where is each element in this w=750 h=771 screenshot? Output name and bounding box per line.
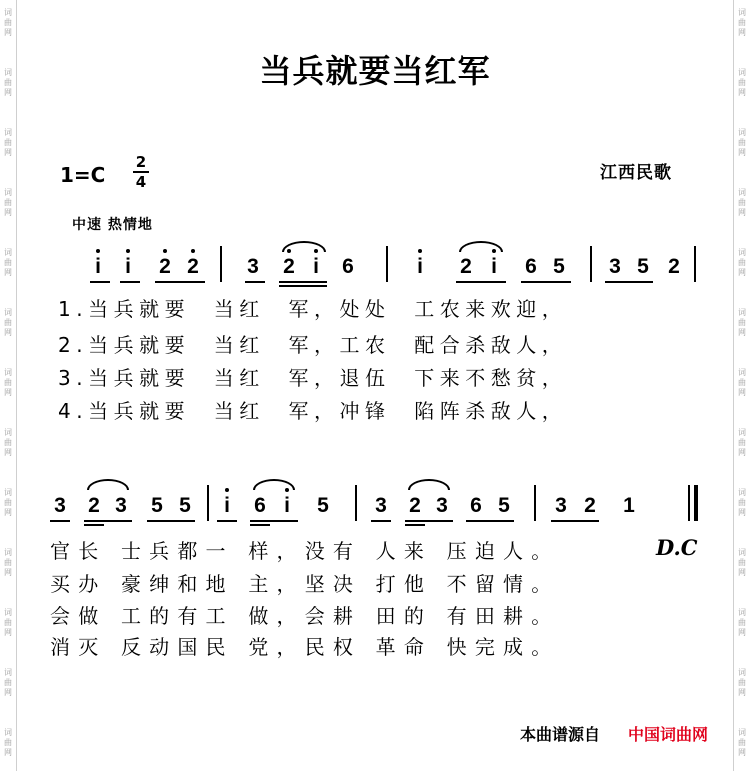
watermark-text: 词 曲 网 (738, 128, 746, 157)
underline (84, 520, 132, 522)
watermark-column-left (0, 0, 17, 771)
watermark-text: 词 曲 网 (738, 8, 746, 37)
note: 3 (609, 255, 621, 278)
watermark-text: 词 曲 网 (4, 728, 12, 757)
note: 2 (88, 494, 100, 517)
note: 3 (54, 494, 66, 517)
note: 3 (555, 494, 567, 517)
note: 5 (151, 494, 163, 517)
underline (605, 281, 653, 283)
note: 2 (668, 255, 680, 278)
song-title: 当兵就要当红军 (259, 52, 491, 90)
note: 6 (254, 494, 266, 517)
note: 1 (623, 494, 635, 517)
watermark-column-right (733, 0, 750, 771)
lyric-verse-2: 2.当兵就要 当红 军，工农 配合杀敌人， (58, 333, 568, 357)
note: i (306, 255, 326, 279)
note: 2 (460, 255, 472, 278)
note: 6 (342, 255, 354, 278)
watermark-text: 词 曲 网 (738, 668, 746, 697)
footer-source-text: 本曲谱源自 (520, 725, 601, 744)
barline (207, 485, 209, 521)
watermark-text: 词 曲 网 (738, 68, 746, 97)
watermark-text: 词 曲 网 (738, 248, 746, 277)
note: 3 (247, 255, 259, 278)
note: 2 (409, 494, 421, 517)
note: i (118, 255, 138, 279)
lyric-verse-3: 会做 工的有工 做，会耕 田的 有田耕。 (50, 604, 560, 628)
underline (147, 520, 195, 522)
note: 2 (155, 255, 175, 279)
lyric-verse-4: 消灭 反动国民 党，民权 革命 快完成。 (50, 635, 560, 659)
underline (279, 281, 327, 283)
time-signature (133, 154, 149, 190)
watermark-text: 词 曲 网 (4, 668, 12, 697)
watermark-text: 词 曲 网 (738, 368, 746, 397)
lyric-verse-1: 1.当兵就要 当红 军，处处 工农来欢迎， (58, 297, 568, 321)
slur (253, 479, 295, 490)
watermark-text: 词 曲 网 (4, 548, 12, 577)
watermark-text: 词 曲 网 (738, 188, 746, 217)
watermark-text: 词 曲 网 (4, 308, 12, 337)
note: 6 (470, 494, 482, 517)
note: 3 (436, 494, 448, 517)
watermark-text: 词 曲 网 (738, 488, 746, 517)
note: i (410, 255, 430, 279)
underline (250, 520, 298, 522)
underline (155, 281, 205, 283)
underline (84, 524, 104, 526)
watermark-text: 词 曲 网 (738, 308, 746, 337)
tempo-marking: 中速 热情地 (72, 217, 153, 233)
lyric-verse-1: 官长 士兵都一 样，没有 人来 压迫人。 (50, 539, 560, 563)
watermark-text: 词 曲 网 (4, 68, 12, 97)
underline (120, 281, 140, 283)
barline (386, 246, 388, 282)
watermark-text: 词 曲 网 (4, 188, 12, 217)
underline (405, 524, 425, 526)
time-signature-top: 2 (135, 153, 147, 171)
note: i (88, 255, 108, 279)
barline (590, 246, 592, 282)
footer-site-link[interactable]: 中国词曲网 (628, 725, 709, 744)
note: 5 (317, 494, 329, 517)
note: 5 (179, 494, 191, 517)
underline (90, 281, 110, 283)
barline (355, 485, 357, 521)
note: 3 (375, 494, 387, 517)
key-signature: 1=C (60, 163, 106, 187)
note: i (217, 494, 237, 518)
watermark-text: 词 曲 网 (738, 548, 746, 577)
watermark-text: 词 曲 网 (4, 488, 12, 517)
barline (688, 485, 690, 521)
barline (220, 246, 222, 282)
note: 5 (637, 255, 649, 278)
underline (279, 285, 327, 287)
note: 3 (115, 494, 127, 517)
watermark-text: 词 曲 网 (4, 428, 12, 457)
note: 2 (279, 255, 299, 279)
underline (551, 520, 599, 522)
barline (534, 485, 536, 521)
time-signature-bottom: 4 (135, 173, 147, 191)
song-source: 江西民歌 (600, 163, 672, 183)
watermark-text: 词 曲 网 (4, 608, 12, 637)
watermark-text: 词 曲 网 (738, 728, 746, 757)
watermark-text: 词 曲 网 (4, 128, 12, 157)
note: 6 (525, 255, 537, 278)
final-barline (694, 485, 698, 521)
watermark-text: 词 曲 网 (4, 248, 12, 277)
watermark-text: 词 曲 网 (4, 8, 12, 37)
note: i (484, 255, 504, 279)
note: i (277, 494, 297, 518)
barline (694, 246, 696, 282)
watermark-text: 词 曲 网 (4, 368, 12, 397)
lyric-verse-2: 买办 豪绅和地 主，坚决 打他 不留情。 (50, 572, 560, 596)
underline (217, 520, 237, 522)
lyric-verse-4: 4.当兵就要 当红 军，冲锋 陷阵杀敌人， (58, 399, 568, 423)
note: 5 (498, 494, 510, 517)
note: 5 (553, 255, 565, 278)
slur (282, 241, 326, 252)
underline (50, 520, 70, 522)
underline (521, 281, 571, 283)
da-capo-mark: D.C (656, 535, 698, 560)
underline (371, 520, 391, 522)
watermark-text: 词 曲 网 (738, 608, 746, 637)
underline (456, 281, 506, 283)
underline (245, 281, 265, 283)
underline (466, 520, 514, 522)
underline (405, 520, 453, 522)
note: 2 (183, 255, 203, 279)
slur (87, 479, 129, 490)
lyric-verse-3: 3.当兵就要 当红 军，退伍 下来不愁贫， (58, 366, 568, 390)
watermark-text: 词 曲 网 (738, 428, 746, 457)
underline (250, 524, 270, 526)
slur (408, 479, 450, 490)
note: 2 (584, 494, 596, 517)
slur (459, 241, 503, 252)
